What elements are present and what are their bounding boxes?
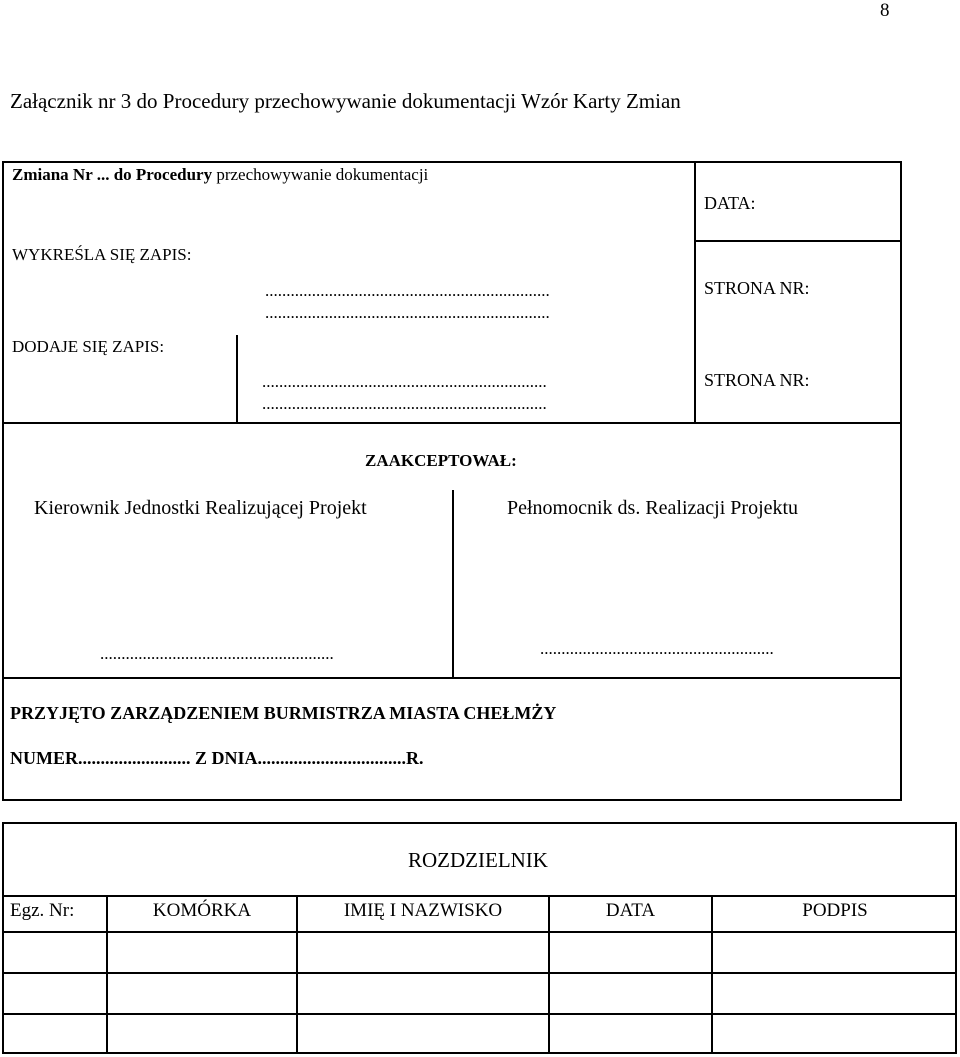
- card-adopted-divider: [2, 677, 902, 679]
- date-label: DATA:: [704, 193, 756, 213]
- card-right-divider: [694, 161, 696, 424]
- card-accept-divider: [2, 422, 902, 424]
- change-number-prefix: Zmiana Nr ... do Procedury: [12, 165, 213, 184]
- distribution-title: ROZDZIELNIK: [408, 848, 548, 872]
- add-dots-2: ...................................................................: [262, 394, 547, 413]
- signer-right-title: Pełnomocnik ds. Realizacji Projektu: [507, 497, 799, 519]
- adopted-label: PRZYJĘTO ZARZĄDZENIEM BURMISTRZA MIASTA CHEŁMŻY: [10, 703, 557, 723]
- accepted-label: ZAAKCEPTOWAŁ:: [365, 451, 517, 470]
- header-signature: PODPIS: [802, 900, 868, 921]
- number-date-line: NUMER......................... Z DNIA.................................R.: [10, 748, 424, 768]
- card-date-divider: [694, 240, 902, 242]
- card-signer-divider: [452, 490, 454, 678]
- dist-header-top: [2, 895, 957, 897]
- header-copy-number: Egz. Nr:: [10, 900, 75, 921]
- dist-row-2-top: [2, 972, 957, 974]
- strike-dots-2: ...................................................................: [265, 303, 550, 322]
- card-dots-divider: [236, 335, 238, 424]
- add-label: DODAJE SIĘ ZAPIS:: [12, 337, 165, 356]
- page-number: 8: [880, 0, 890, 21]
- add-dots-1: ...................................................................: [262, 372, 547, 391]
- header-department: KOMÓRKA: [152, 900, 252, 921]
- header-date: DATA: [605, 900, 656, 921]
- header-full-name: IMIĘ I NAZWISKO: [343, 900, 503, 921]
- strike-label: WYKREŚLA SIĘ ZAPIS:: [12, 245, 192, 264]
- dist-row-3-top: [2, 1013, 957, 1015]
- signature-dots-left: .......................................................: [100, 644, 334, 663]
- change-number-heading: [12, 165, 428, 185]
- page-number-label-1: STRONA NR:: [704, 278, 810, 298]
- page-number-label-2: STRONA NR:: [704, 370, 810, 390]
- strike-dots-1: ...................................................................: [265, 281, 550, 300]
- signature-dots-right: .......................................................: [540, 639, 774, 658]
- page-title: Załącznik nr 3 do Procedury przechowywanie dokumentacji Wzór Karty Zmian: [10, 89, 681, 113]
- dist-row-1-top: [2, 931, 957, 933]
- change-number-suffix: przechowywanie dokumentacji: [212, 165, 429, 184]
- signer-left-title: Kierownik Jednostki Realizującej Projekt: [34, 497, 367, 519]
